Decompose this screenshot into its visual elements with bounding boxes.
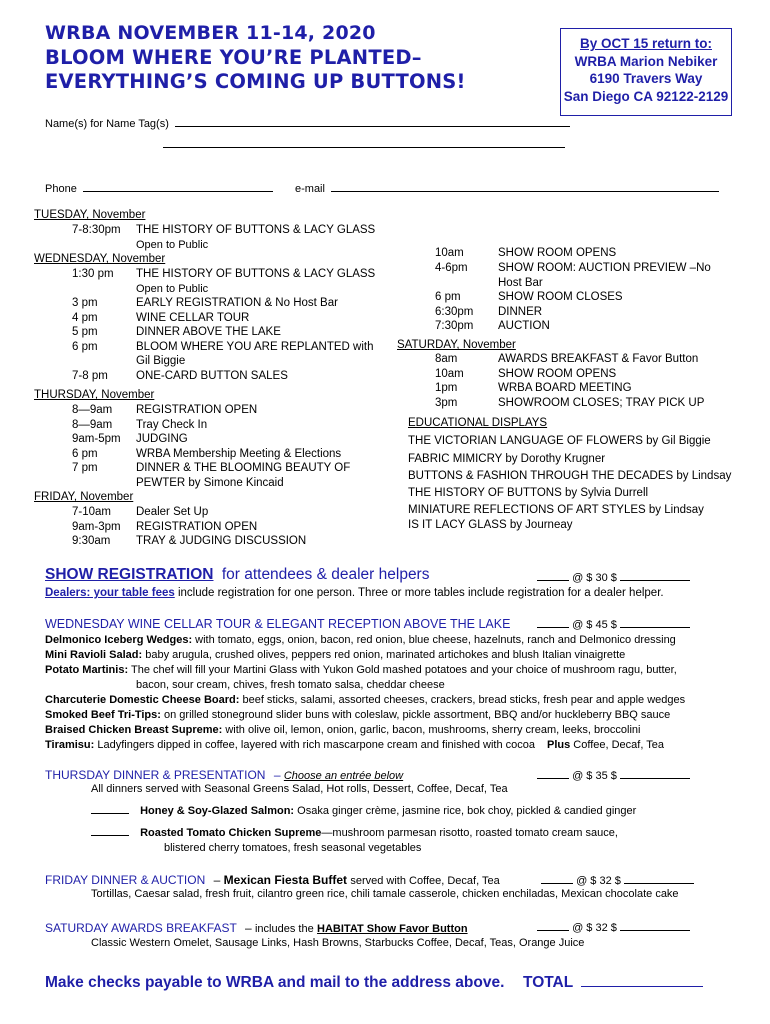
saturday-price-field[interactable] bbox=[537, 921, 690, 936]
amount-line[interactable] bbox=[624, 883, 694, 884]
registration-price-field[interactable] bbox=[537, 571, 690, 586]
educational-item: BUTTONS & FASHION THROUGH THE DECADES by Lindsay bbox=[408, 470, 732, 482]
menu-item-name: Tiramisu: bbox=[45, 739, 95, 751]
event-theme-title: BLOOM WHERE YOU’RE PLANTED– bbox=[45, 46, 422, 69]
schedule-event: DINNER bbox=[498, 306, 543, 318]
wine-price: @ $ 45 $ bbox=[572, 619, 617, 631]
habitat-favor-button: HABITAT Show Favor Button bbox=[317, 923, 468, 935]
name-tag-label: Name(s) for Name Tag(s) bbox=[45, 118, 169, 130]
menu-item-name: Delmonico Iceberg Wedges: bbox=[45, 634, 193, 646]
email-label: e-mail bbox=[295, 183, 325, 195]
schedule-time: 9:30am bbox=[72, 535, 111, 547]
schedule-event: SHOW ROOM OPENS bbox=[498, 368, 617, 380]
schedule-time: 7-8:30pm bbox=[72, 224, 121, 236]
wine-tour-title: WEDNESDAY WINE CELLAR TOUR & ELEGANT RECEPTION ABOVE THE LAKE bbox=[45, 617, 511, 631]
menu-item bbox=[45, 723, 640, 738]
menu-item bbox=[45, 663, 677, 678]
friday-dinner-row bbox=[45, 873, 500, 887]
schedule-time: 10am bbox=[435, 368, 464, 380]
menu-item-name: Charcuterie Domestic Cheese Board: bbox=[45, 694, 240, 706]
schedule-event: WINE CELLAR TOUR bbox=[136, 312, 250, 324]
schedule-event: DINNER & THE BLOOMING BEAUTY OF bbox=[136, 462, 351, 474]
schedule-time: 8—9am bbox=[72, 404, 113, 416]
schedule-event: WRBA Membership Meeting & Elections bbox=[136, 448, 342, 460]
thursday-heading: THURSDAY, November bbox=[34, 389, 155, 401]
saturday-price: @ $ 32 $ bbox=[572, 922, 617, 934]
tuesday-heading: TUESDAY, November bbox=[34, 209, 146, 221]
educational-item: THE HISTORY OF BUTTONS by Sylvia Durrell bbox=[408, 487, 649, 499]
menu-item-desc: bacon, sour cream, chives, fresh tomato salsa, cheddar cheese bbox=[136, 679, 445, 691]
menu-item-desc: on grilled stoneground slider buns with coleslaw, pickle assortment, BBQ and/or huckleberry BBQ sauce bbox=[164, 709, 671, 721]
quantity-line[interactable] bbox=[537, 580, 569, 581]
schedule-time: 6 pm bbox=[72, 448, 98, 460]
friday-dinner-buffet: Mexican Fiesta Buffet bbox=[223, 873, 347, 887]
entree-option-salmon[interactable] bbox=[91, 805, 636, 817]
menu-item-name: Mini Ravioli Salad: bbox=[45, 649, 143, 661]
schedule-time: 8—9am bbox=[72, 419, 113, 431]
thursday-dinner-dash: – bbox=[273, 768, 281, 782]
schedule-time: 6 pm bbox=[435, 291, 461, 303]
schedule-note: Open to Public bbox=[136, 283, 209, 295]
return-address-name: WRBA Marion Nebiker bbox=[574, 53, 718, 69]
schedule-time: 3 pm bbox=[72, 297, 98, 309]
schedule-time: 4-6pm bbox=[435, 262, 468, 274]
quantity-line[interactable] bbox=[541, 883, 573, 884]
schedule-event: BLOOM WHERE YOU ARE REPLANTED with bbox=[136, 341, 374, 353]
dealers-note bbox=[45, 587, 664, 599]
email-field[interactable] bbox=[295, 182, 719, 197]
checks-payable-note: Make checks payable to WRBA and mail to the address above. bbox=[45, 974, 505, 991]
thursday-price: @ $ 35 $ bbox=[572, 770, 617, 782]
name-tag-line[interactable] bbox=[175, 126, 570, 127]
schedule-event: SHOW ROOM: AUCTION PREVIEW –No bbox=[498, 262, 711, 274]
entree-desc: Osaka ginger crème, jasmine rice, bok choy, pickled & candied ginger bbox=[297, 805, 637, 817]
return-deadline: By OCT 15 return to: bbox=[579, 36, 712, 51]
return-address-city: San Diego CA 92122-2129 bbox=[563, 88, 729, 104]
menu-item-desc: The chef will fill your Martini Glass with Yukon Gold mashed potatoes and your choice of mushroom ragu, butter, bbox=[130, 664, 677, 676]
schedule-time: 7-8 pm bbox=[72, 370, 108, 382]
phone-line[interactable] bbox=[83, 191, 273, 192]
return-address-street: 6190 Travers Way bbox=[589, 71, 703, 86]
menu-item-desc: beef sticks, salami, assorted cheeses, crackers, bread sticks, fresh pear and apple wedges bbox=[242, 694, 686, 706]
schedule-event: SHOW ROOM OPENS bbox=[498, 247, 617, 259]
dealers-note-text: include registration for one person. Three or more tables include registration for a dealer helper. bbox=[177, 587, 664, 599]
schedule-event: Host Bar bbox=[498, 277, 543, 289]
menu-item-desc: with olive oil, lemon, onion, garlic, bacon, mushrooms, sherry cream, leeks, broccolini bbox=[225, 724, 641, 736]
plus-label: Plus bbox=[546, 739, 571, 751]
name-tag-field[interactable] bbox=[45, 117, 570, 132]
menu-item bbox=[45, 708, 670, 723]
friday-dinner-dash: – bbox=[213, 873, 221, 887]
saturday-breakfast-dash: – bbox=[244, 921, 252, 935]
schedule-event: Tray Check In bbox=[136, 419, 208, 431]
event-date-title: WRBA NOVEMBER 11-14, 2020 bbox=[45, 22, 376, 44]
schedule-event: TRAY & JUDGING DISCUSSION bbox=[136, 535, 307, 547]
schedule-event: REGISTRATION OPEN bbox=[136, 404, 258, 416]
menu-item bbox=[45, 633, 676, 648]
show-registration-row bbox=[45, 566, 429, 584]
schedule-event: Dealer Set Up bbox=[136, 506, 209, 518]
schedule-time: 3pm bbox=[435, 397, 458, 409]
schedule-event: AUCTION bbox=[498, 320, 550, 332]
schedule-event: AWARDS BREAKFAST & Favor Button bbox=[498, 353, 699, 365]
friday-dinner-title: FRIDAY DINNER & AUCTION bbox=[45, 873, 206, 887]
thursday-dinner-title: THURSDAY DINNER & PRESENTATION bbox=[45, 768, 266, 782]
amount-line[interactable] bbox=[620, 930, 690, 931]
phone-label: Phone bbox=[45, 183, 77, 195]
schedule-event: EARLY REGISTRATION & No Host Bar bbox=[136, 297, 338, 309]
registration-price: @ $ 30 $ bbox=[572, 572, 617, 584]
saturday-breakfast-includes: includes the bbox=[254, 923, 314, 935]
amount-line[interactable] bbox=[620, 627, 690, 628]
friday-price-field[interactable] bbox=[541, 874, 694, 889]
dealers-note-label: Dealers: your table fees bbox=[45, 587, 175, 599]
wednesday-heading: WEDNESDAY, November bbox=[34, 253, 166, 265]
phone-field[interactable] bbox=[45, 182, 273, 197]
saturday-heading: SATURDAY, November bbox=[397, 339, 516, 351]
menu-item-name: Smoked Beef Tri-Tips: bbox=[45, 709, 161, 721]
return-address-box bbox=[560, 28, 732, 116]
schedule-time: 4 pm bbox=[72, 312, 98, 324]
quantity-line[interactable] bbox=[537, 627, 569, 628]
menu-item-desc: Ladyfingers dipped in coffee, layered with rich mascarpone cream and finished with cocoa bbox=[97, 739, 535, 751]
menu-item-desc: baby arugula, crushed olives, peppers red onion, marinated artichokes and blush Italian vinaigrette bbox=[145, 649, 626, 661]
menu-item-name: Braised Chicken Breast Supreme: bbox=[45, 724, 223, 736]
schedule-time: 6 pm bbox=[72, 341, 98, 353]
schedule-event: DINNER ABOVE THE LAKE bbox=[136, 326, 281, 338]
quantity-line[interactable] bbox=[537, 778, 569, 779]
schedule-event: JUDGING bbox=[136, 433, 188, 445]
schedule-time: 6:30pm bbox=[435, 306, 474, 318]
wine-price-field[interactable] bbox=[537, 618, 690, 633]
plus-text: Coffee, Decaf, Tea bbox=[573, 739, 664, 751]
menu-item bbox=[136, 678, 445, 693]
email-line[interactable] bbox=[331, 191, 719, 192]
schedule-time: 1pm bbox=[435, 382, 458, 394]
entree-choice-line[interactable] bbox=[91, 835, 129, 836]
schedule-event: THE HISTORY OF BUTTONS & LACY GLASS bbox=[136, 224, 376, 236]
menu-item bbox=[45, 738, 664, 753]
amount-line[interactable] bbox=[620, 580, 690, 581]
total-field[interactable] bbox=[523, 974, 703, 992]
friday-dinner-detail: Tortillas, Caesar salad, fresh fruit, cilantro green rice, chili tamale casserole, chicken enchiladas, Mexican chocolate cake bbox=[91, 888, 679, 900]
schedule-event: Gil Biggie bbox=[136, 355, 186, 367]
schedule-time: 9am-3pm bbox=[72, 521, 121, 533]
entree-desc: —mushroom parmesan risotto, roasted tomato cream sauce, bbox=[321, 827, 618, 839]
educational-item: IS IT LACY GLASS by Journeay bbox=[408, 519, 573, 531]
total-label: TOTAL bbox=[523, 974, 573, 991]
entree-name: Roasted Tomato Chicken Supreme bbox=[140, 827, 322, 839]
educational-item: THE VICTORIAN LANGUAGE OF FLOWERS by Gil Biggie bbox=[408, 435, 711, 447]
menu-item-desc: with tomato, eggs, onion, bacon, red onion, blue cheese, hazelnuts, ranch and Delmonico dressing bbox=[195, 634, 676, 646]
entree-choice-line[interactable] bbox=[91, 813, 129, 814]
educational-item: FABRIC MIMICRY by Dorothy Krugner bbox=[408, 453, 606, 465]
schedule-time: 7:30pm bbox=[435, 320, 474, 332]
schedule-time: 7 pm bbox=[72, 462, 98, 474]
entree-desc-continued: blistered cherry tomatoes, fresh seasonal vegetables bbox=[164, 842, 422, 854]
saturday-breakfast-row bbox=[45, 921, 468, 935]
choose-entree-note: Choose an entrée below bbox=[283, 770, 404, 782]
saturday-breakfast-detail: Classic Western Omelet, Sausage Links, Hash Browns, Starbucks Coffee, Decaf, Teas, Orange Juice bbox=[91, 937, 585, 949]
total-line[interactable] bbox=[581, 986, 703, 987]
schedule-event: THE HISTORY OF BUTTONS & LACY GLASS bbox=[136, 268, 376, 280]
schedule-time: 10am bbox=[435, 247, 464, 259]
friday-heading: FRIDAY, November bbox=[34, 491, 134, 503]
schedule-event: PEWTER by Simone Kincaid bbox=[136, 477, 284, 489]
menu-item bbox=[45, 693, 685, 708]
schedule-event: SHOW ROOM CLOSES bbox=[498, 291, 623, 303]
event-theme-subtitle: EVERYTHING’S COMING UP BUTTONS! bbox=[45, 70, 466, 93]
show-registration-title: SHOW REGISTRATION bbox=[45, 566, 214, 583]
saturday-breakfast-title: SATURDAY AWARDS BREAKFAST bbox=[45, 921, 237, 935]
menu-item-name: Potato Martinis: bbox=[45, 664, 129, 676]
schedule-time: 5 pm bbox=[72, 326, 98, 338]
show-registration-subtitle: for attendees & dealer helpers bbox=[221, 566, 430, 583]
educational-item: MINIATURE REFLECTIONS OF ART STYLES by Lindsay bbox=[408, 504, 704, 516]
schedule-time: 9am-5pm bbox=[72, 433, 121, 445]
educational-heading: EDUCATIONAL DISPLAYS bbox=[408, 417, 548, 429]
schedule-event: SHOWROOM CLOSES; TRAY PICK UP bbox=[498, 397, 705, 409]
thursday-dinner-row bbox=[45, 768, 403, 782]
friday-price: @ $ 32 $ bbox=[576, 875, 621, 887]
schedule-event: REGISTRATION OPEN bbox=[136, 521, 258, 533]
schedule-time: 7-10am bbox=[72, 506, 111, 518]
entree-option-chicken[interactable] bbox=[91, 827, 618, 839]
schedule-time: 1:30 pm bbox=[72, 268, 114, 280]
schedule-note: Open to Public bbox=[136, 239, 209, 251]
entree-name: Honey & Soy-Glazed Salmon: bbox=[140, 805, 295, 817]
name-tag-line-2[interactable] bbox=[163, 147, 565, 148]
quantity-line[interactable] bbox=[537, 930, 569, 931]
menu-item bbox=[45, 648, 625, 663]
thursday-served-with: All dinners served with Seasonal Greens Salad, Hot rolls, Dessert, Coffee, Decaf, Tea bbox=[91, 783, 508, 795]
schedule-event: WRBA BOARD MEETING bbox=[498, 382, 632, 394]
schedule-time: 8am bbox=[435, 353, 458, 365]
amount-line[interactable] bbox=[620, 778, 690, 779]
schedule-event: ONE-CARD BUTTON SALES bbox=[136, 370, 288, 382]
thursday-price-field[interactable] bbox=[537, 769, 690, 784]
friday-dinner-served: served with Coffee, Decaf, Tea bbox=[350, 875, 500, 887]
